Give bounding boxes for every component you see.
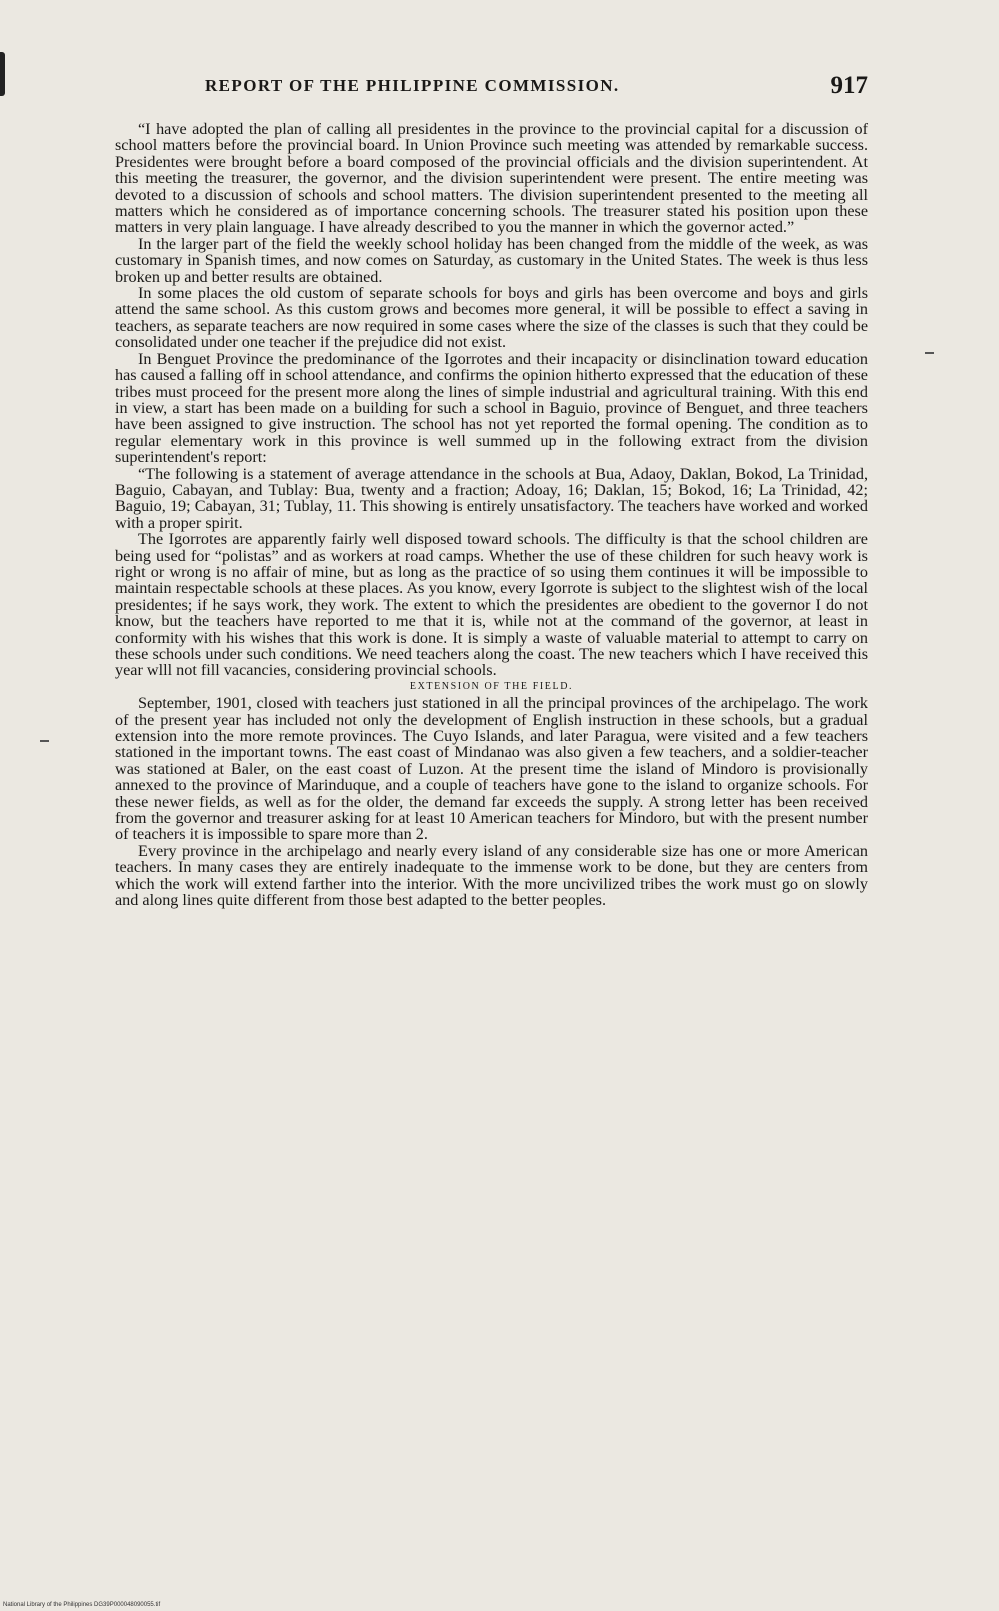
page-number: 917: [830, 72, 868, 99]
paragraph: “The following is a statement of average attendance in the schools at Bua, Adaoy, Daklan, Bokod, La Trinidad, Baguio, Cabayan, and Tublay: Bua, twenty and a fraction; Adoay, 16; Daklan, 15; Bokod, 16; La Trinidad, 42; Baguio, 19; Cabayan, 31; Tublay, 11. This showing is entirely unsatisfactory. The teachers have worked and worked with a proper spirit.: [115, 464, 868, 532]
paragraph: Every province in the archipelago and nearly every island of any considerable size has one or more American teachers. In many cases they are entirely inadequate to the immense work to be done, but they are centers from which the work will extend farther into the interior. With the more uncivilized tribes the work must go on slowly and along lines quite different from those best adapted to the better peoples.: [115, 841, 868, 910]
paragraph: In some places the old custom of separate schools for boys and girls has been overcome and boys and girls attend the same school. As this custom grows and becomes more general, it will be possible to effect a saving in teachers, as separate teachers are now required in some cases where the size of the classes is such that they could be consolidated under one teacher if the prejudice did not exist.: [115, 284, 868, 352]
page-header: [205, 72, 868, 106]
paragraph: In Benguet Province the predominance of the Igorrotes and their incapacity or disinclination toward education has caused a falling off in school attendance, and confirms the opinion hitherto expressed that the education of these tribes must proceed for the present more along the lines of simple industrial and agricultural training. With this end in view, a start has been made on a building for such a school in Baguio, province of Benguet, and three teachers have been assigned to give instruction. The school has not yet reported the formal opening. The condition as to regular elementary work in this province is well summed up in the following extract from the division superintendent's report:: [115, 349, 868, 467]
paragraph: “I have adopted the plan of calling all presidentes in the province to the provincial capital for a discussion of school matters before the provincial board. In Union Province such meeting was attended by remarkable success. Presidentes were brought before a board composed of the provincial officials and the division superintendent. At this meeting the treasurer, the governor, and the division superintendent were present. The entire meeting was devoted to a discussion of schools and school matters. The division superintendent presented to the meeting all matters which he considered as of importance concerning schools. The treasurer stated his position upon these matters in very plain language. I have already described to you the manner in which the governor acted.”: [115, 120, 868, 237]
paragraph: The Igorrotes are apparently fairly well disposed toward schools. The difficulty is that the school children are being used for “polistas” and as workers at road camps. Whether the use of these children for such heavy work is right or wrong is no affair of mine, but as long as the practice of so using them continues it will be impossible to maintain respectable schools at these places. As you know, every Igorrote is subject to the slightest wish of the local presidentes; if he says work, they work. The extent to which the presidentes are obedient to the governor I do not know, but the teachers have reported to me that it is, while not at the command of the governor, at least in conformity with his wishes that this work is done. It is simply a waste of valuable material to attempt to carry on these schools under such conditions. We need teachers along the coast. The new teachers which I have received this year wlll not fill vacancies, considering provincial schools.: [115, 530, 868, 680]
section-heading: EXTENSION OF THE FIELD.: [409, 680, 574, 692]
stray-mark: [925, 352, 934, 354]
paragraph: In the larger part of the field the weekly school holiday has been changed from the middle of the week, as was customary in Spanish times, and now comes on Saturday, as customary in the United States. The week is thus less broken up and better results are obtained.: [115, 234, 868, 286]
stray-mark: [40, 740, 49, 742]
body-text: [115, 121, 868, 909]
running-head: REPORT OF THE PHILIPPINE COMMISSION.: [205, 76, 620, 95]
scan-credit: National Library of the Philippines DG39P000048090055.tif: [3, 1602, 161, 1608]
binding-edge-mark: [0, 52, 5, 96]
paragraph: September, 1901, closed with teachers just stationed in all the principal provinces of the archipelago. The work of the present year has included not only the development of English instruction in these schools, but a gradual extension into the more remote provinces. The Cuyo Islands, and later Paragua, were visited and a few teachers stationed in the important towns. The east coast of Mindanao was also given a few teachers, and a soldier-teacher was stationed at Baler, on the east coast of Luzon. At the present time the island of Mindoro is provisionally annexed to the province of Marinduque, and a couple of teachers have gone to the island to organize schools. For these newer fields, as well as for the older, the demand far exceeds the supply. A strong letter has been received from the governor and treasurer asking for at least 10 American teachers for Mindoro, but with the present number of teachers it is impossible to spare more than 2.: [115, 694, 868, 844]
